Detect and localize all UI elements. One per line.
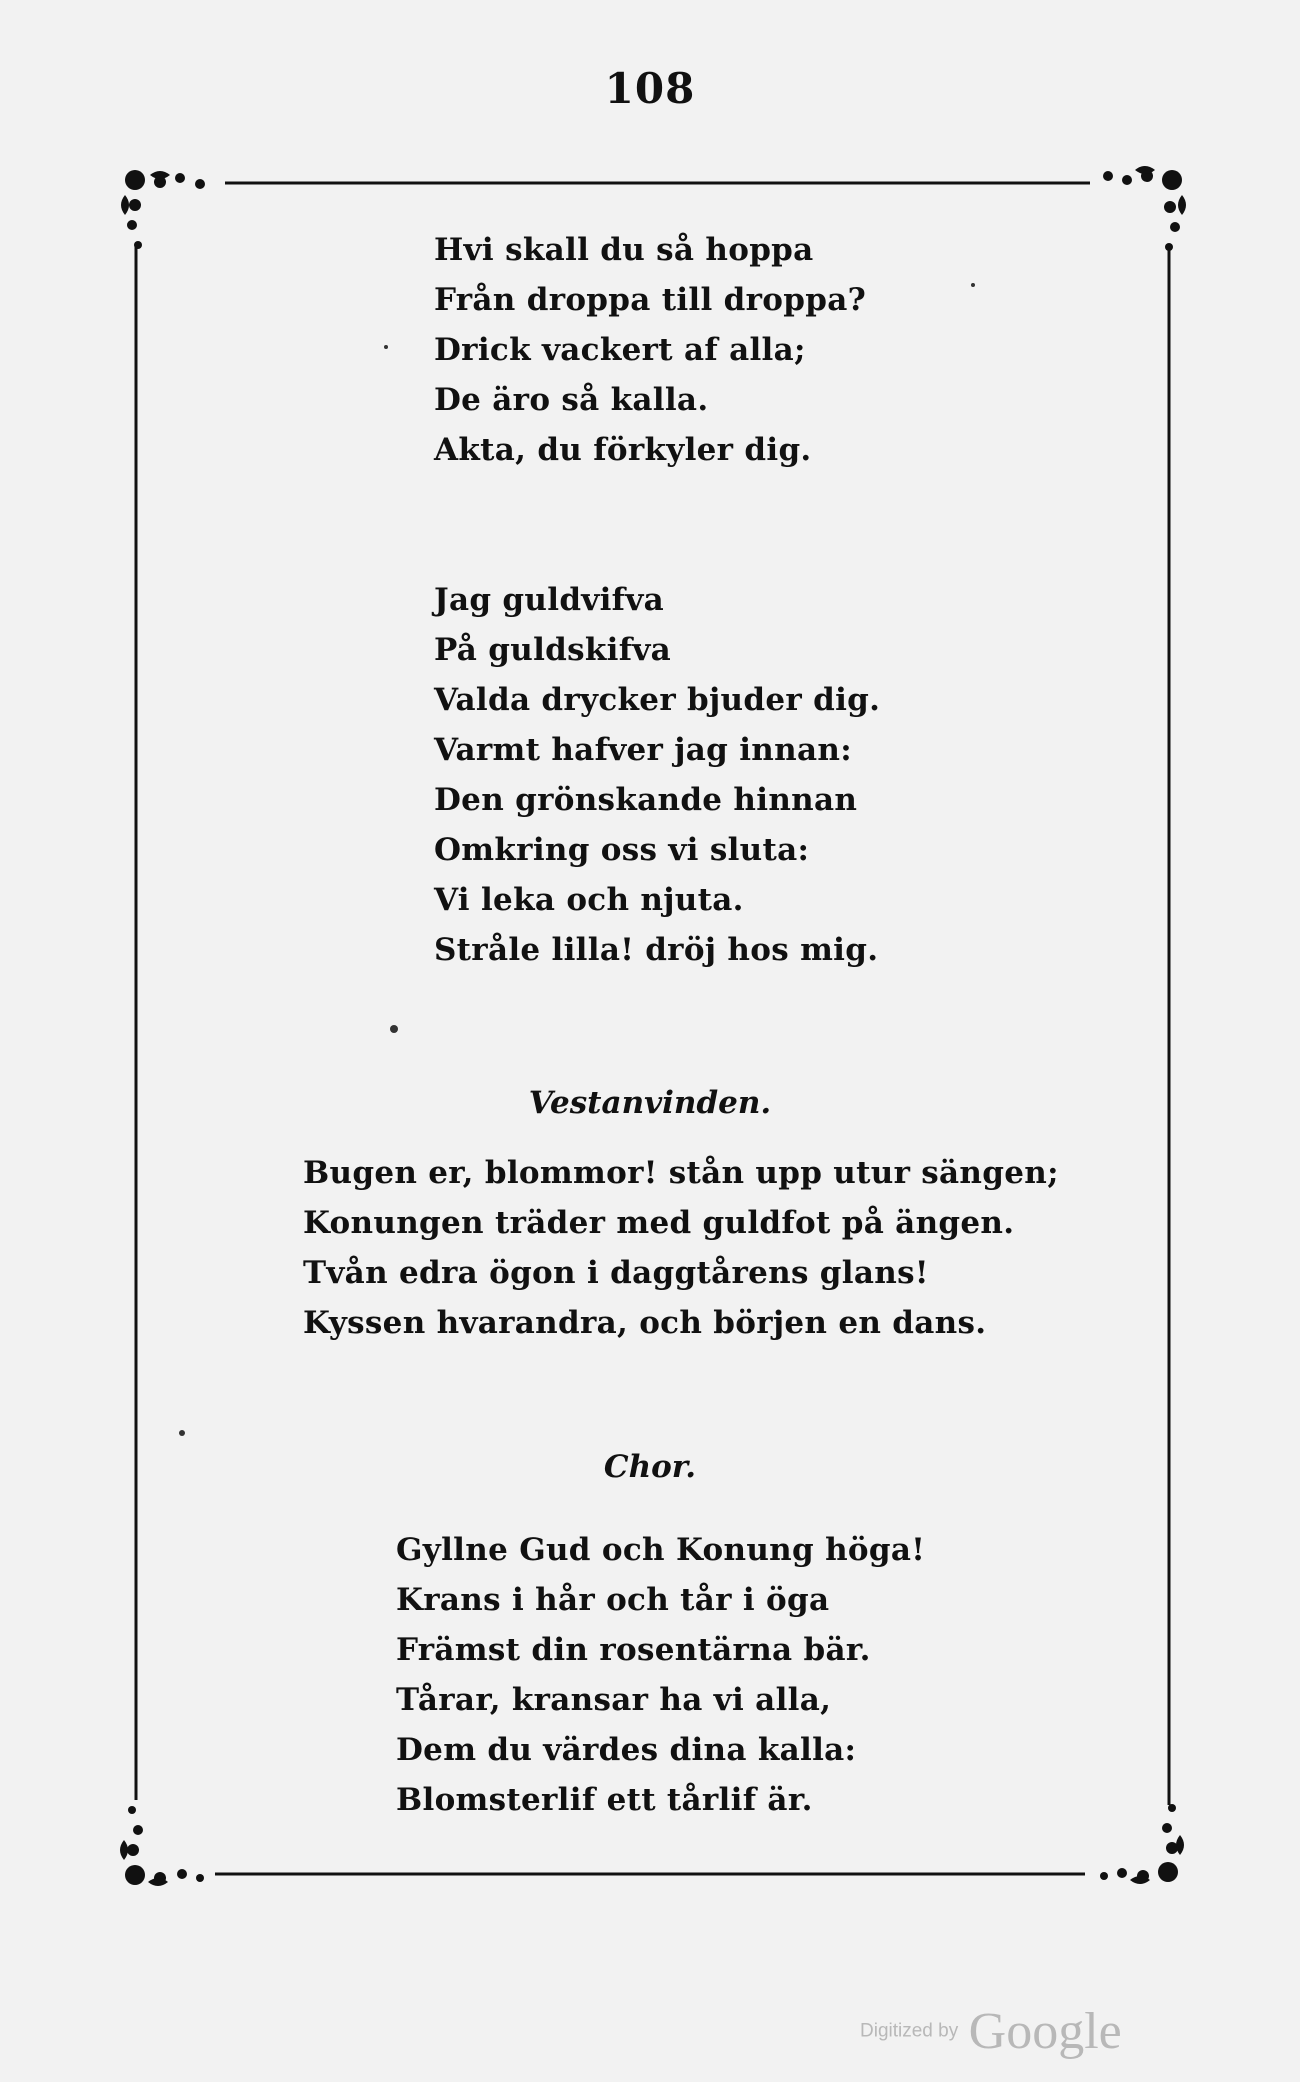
verse-line: Omkring oss vi sluta: [434,832,810,868]
print-speck [390,1025,398,1033]
verse-line: Drick vackert af alla; [434,332,806,368]
verse-line: Främst din rosentärna bär. [396,1632,871,1668]
verse-line: Gyllne Gud och Konung höga! [396,1532,926,1568]
verse-line: Jag guldvifva [434,582,665,618]
section-heading-chor: Chor. [603,1449,697,1485]
google-wordmark: Google [968,2003,1122,2060]
verse-line: Bugen er, blommor! stån upp utur sängen; [303,1155,1059,1191]
page-number: 108 [604,64,696,113]
digitized-watermark [860,2002,1122,2061]
verse-line: Från droppa till droppa? [434,282,867,318]
print-speck [384,345,388,349]
verse-line: På guldskifva [434,632,672,668]
print-speck [971,283,975,287]
verse-line: Blomsterlif ett tårlif är. [396,1782,813,1818]
corner-ornament-top-right [1103,166,1186,251]
verse-line: Krans i hår och tår i öga [396,1582,830,1618]
verse-line: Valda drycker bjuder dig. [434,682,881,718]
verse-line: Kyssen hvarandra, och börjen en dans. [303,1305,987,1341]
poem-stanza-1 [434,225,866,475]
verse-line: Tårar, kransar ha vi alla, [396,1682,832,1718]
verse-line: Varmt hafver jag innan: [434,732,852,768]
corner-ornament-top-left [121,170,205,249]
verse-line: Akta, du förkyler dig. [434,432,812,468]
verse-line: Vi leka och njuta. [434,882,744,918]
corner-ornament-bottom-right [1100,1804,1184,1884]
digitized-by-text: Digitized by [860,2020,959,2042]
print-speck [179,1430,185,1436]
verse-line: Konungen träder med guldfot på ängen. [303,1205,1015,1241]
verse-line: Den grönskande hinnan [434,782,858,818]
vestanvinden-stanza [303,1148,1059,1348]
corner-ornament-bottom-left [120,1806,204,1886]
verse-line: Stråle lilla! dröj hos mig. [434,932,879,968]
chor-stanza [396,1525,925,1825]
verse-line: Dem du värdes dina kalla: [396,1732,857,1768]
verse-line: De äro så kalla. [434,382,709,418]
verse-line: Hvi skall du så hoppa [434,232,814,268]
poem-stanza-2 [434,575,880,975]
verse-line: Tvån edra ögon i daggtårens glans! [303,1255,929,1291]
section-heading-vestanvinden: Vestanvinden. [528,1085,772,1121]
